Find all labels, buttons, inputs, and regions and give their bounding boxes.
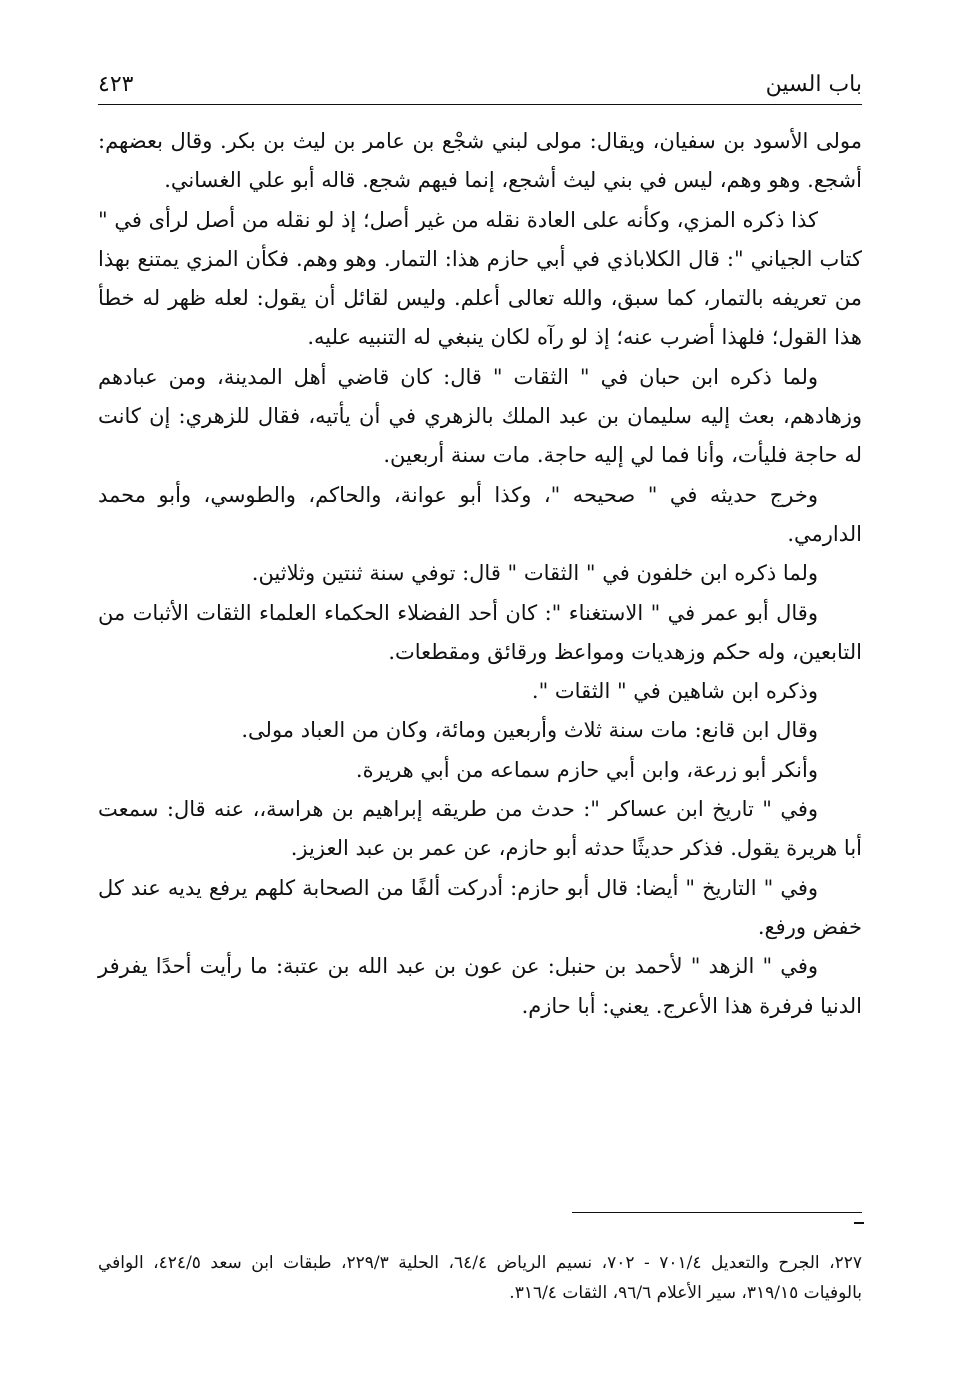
main-text	[98, 122, 862, 1026]
footnote-separator	[572, 1212, 862, 1213]
paragraph: وفي " الزهد " لأحمد بن حنبل: عن عون بن عبد الله بن عتبة: ما رأيت أحدًا يفرفر الدنيا فرفرة هذا الأعرج. يعني: أبا حازم.	[98, 954, 862, 1018]
paragraph: ولما ذكره ابن خلفون في " الثقات " قال: توفي سنة ثنتين وثلاثين.	[251, 561, 818, 586]
page-header	[98, 62, 862, 100]
paragraph: وأنكر أبو زرعة، وابن أبي حازم سماعه من أبي هريرة.	[355, 757, 818, 782]
paragraph: مولى الأسود بن سفيان، ويقال: مولى لبني شجْع بن عامر بن ليث بن بكر. وقال بعضهم: أشجع. وهو وهم، ليس في بني ليث أشجع، إنما فيهم شجع. قاله أبو علي الغساني.	[98, 129, 862, 193]
header-rule	[98, 104, 862, 105]
paragraph: وخرج حديثه في " صحيحه "، وكذا أبو عوانة، والحاكم، والطوسي، وأبو محمد الدارمي.	[98, 482, 862, 546]
paragraph: وفي " التاريخ " أيضا: قال أبو حازم: أدركت ألفًا من الصحابة كلهم يرفع يديه عند كل خفض ورفع.	[98, 875, 862, 939]
footnote-mark	[854, 1222, 864, 1224]
paragraph: وقال ابن قانع: مات سنة ثلاث وأربعين ومائة، وكان من العباد مولى.	[241, 718, 818, 743]
paragraph: ولما ذكره ابن حبان في " الثقات " قال: كان قاضي أهل المدينة، ومن عبادهم وزهادهم، بعث إليه سليمان بن عبد الملك بالزهري في أن يأتيه، فقال للزهري: إن كانت له حاجة فليأت، وأنا فما لي إليه حاجة. مات سنة أربعين.	[98, 364, 862, 468]
paragraph: وفي " تاريخ ابن عساكر ": حدث من طريقه إبراهيم بن هراسة،، عنه قال: سمعت أبا هريرة يقول. فذكر حديثًا حدثه أبو حازم، عن عمر بن عبد العزيز.	[98, 797, 862, 861]
paragraph: وقال أبو عمر في " الاستغناء ": كان أحد الفضلاء الحكماء العلماء الثقات الأثبات من التابعين، وله حكم وزهديات ومواعظ ورقائق ومقطعات.	[98, 600, 862, 664]
chapter-title: باب السين	[765, 72, 862, 97]
paragraph: وذكره ابن شاهين في " الثقات ".	[531, 679, 818, 704]
footnote: ٢٢٧، الجرح والتعديل ٧٠١/٤ - ٧٠٢، نسيم الرياض ٦٤/٤، الحلية ٢٢٩/٣، طبقات ابن سعد ٤٢٤/٥، الوافي بالوفيات ٣١٩/١٥، سير الأعلام ٩٦/٦، الثقات ٣١٦/٤.	[98, 1253, 862, 1303]
paragraph: كذا ذكره المزي، وكأنه على العادة نقله من غير أصل؛ إذ لو نقله من أصل لرأى في " كتاب الجياني ": قال الكلاباذي في أبي حازم هذا: التمار. وهو وهم. فكأن المزي يمتنع بهذا من تعريفه بالتمار، كما سبق، والله تعالى أعلم. وليس لقائل أن يقول: لعله ظهر له خطأ هذا القول؛ فلهذا أضرب عنه؛ إذ لو رآه لكان ينبغي له التنبيه عليه.	[98, 207, 862, 350]
page-number: ٤٢٣	[98, 72, 134, 97]
